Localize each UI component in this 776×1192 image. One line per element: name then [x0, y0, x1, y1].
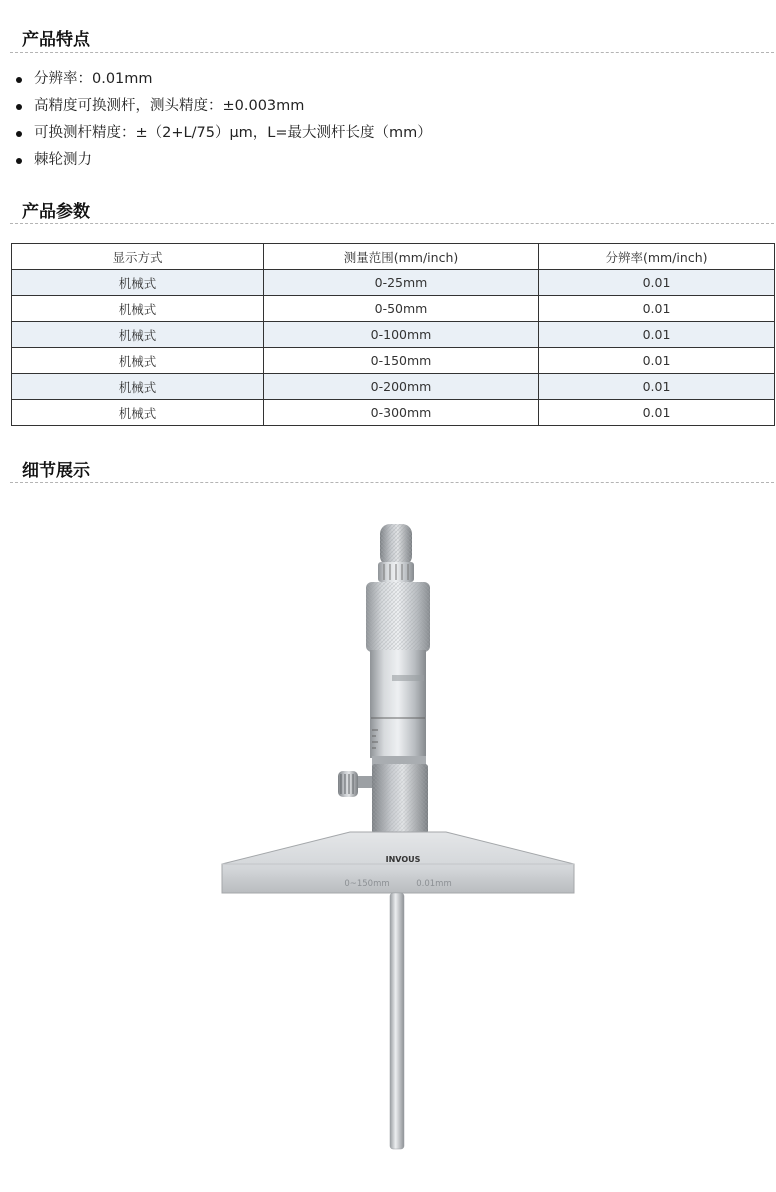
table-row [12, 400, 775, 426]
table-row [12, 348, 775, 374]
header-resolution: 分辨率(mm/inch) [539, 244, 775, 270]
table-row [12, 270, 775, 296]
cell-resolution: 0.01 [539, 400, 775, 426]
cell-resolution: 0.01 [539, 296, 775, 322]
details-title: 细节展示 [22, 461, 90, 481]
features-title: 产品特点 [22, 30, 90, 50]
cell-display-mode: 机械式 [12, 374, 264, 400]
feature-item: 可换测杆精度：±（2+L/75）μm，L=最大测杆长度（mm） [16, 120, 432, 147]
feature-item: 分辨率：0.01mm [16, 66, 432, 93]
cell-resolution: 0.01 [539, 374, 775, 400]
header-range: 测量范围(mm/inch) [264, 244, 539, 270]
cell-display-mode: 机械式 [12, 270, 264, 296]
cell-range: 0-100mm [264, 322, 539, 348]
features-divider [10, 52, 774, 53]
depth-micrometer-photo [0, 500, 776, 1192]
params-title: 产品参数 [22, 202, 90, 222]
resolution-mark: 0.01mm [416, 879, 452, 889]
range-mark: 0~150mm [344, 879, 390, 889]
cell-range: 0-25mm [264, 270, 539, 296]
header-display-mode: 显示方式 [12, 244, 264, 270]
cell-display-mode: 机械式 [12, 348, 264, 374]
table-row [12, 296, 775, 322]
measuring-rod [390, 893, 404, 1149]
table-row [12, 322, 775, 348]
cell-range: 0-150mm [264, 348, 539, 374]
cell-display-mode: 机械式 [12, 400, 264, 426]
cell-resolution: 0.01 [539, 348, 775, 374]
cell-resolution: 0.01 [539, 270, 775, 296]
features-list [16, 66, 432, 174]
feature-item: 高精度可换测杆，测头精度：±0.003mm [16, 93, 432, 120]
params-table [11, 243, 775, 426]
cell-resolution: 0.01 [539, 322, 775, 348]
table-header-row [12, 244, 775, 270]
thimble-scale [370, 650, 426, 758]
feature-item: 棘轮测力 [16, 147, 432, 174]
cell-display-mode: 机械式 [12, 322, 264, 348]
cell-range: 0-300mm [264, 400, 539, 426]
table-row [12, 374, 775, 400]
details-divider [10, 482, 774, 483]
cell-range: 0-50mm [264, 296, 539, 322]
params-divider [10, 223, 774, 224]
brand-mark: INVOUS [385, 855, 421, 864]
cell-range: 0-200mm [264, 374, 539, 400]
cell-display-mode: 机械式 [12, 296, 264, 322]
